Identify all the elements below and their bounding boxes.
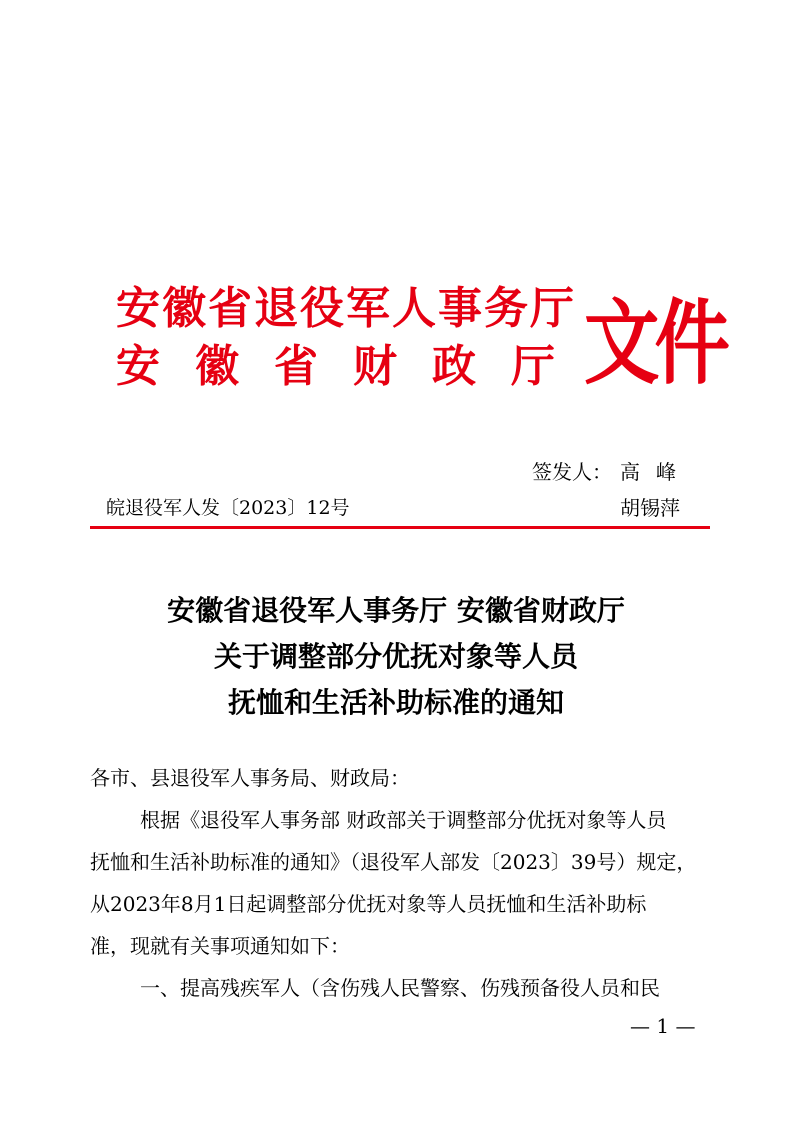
body-line: 一、提高残疾军人（含伤残人民警察、伤残预备役人员和民	[140, 976, 660, 1000]
page-number: — 1 —	[630, 1014, 696, 1038]
title-line-1: 安徽省退役军人事务厅 安徽省财政厅	[167, 594, 625, 627]
document-word: 文件	[584, 289, 726, 397]
signer-label: 签发人：	[532, 460, 612, 484]
body-line: 抚恤和生活补助标准的通知》（退役军人部发〔2023〕39号）规定，	[90, 850, 697, 874]
red-divider	[90, 526, 710, 529]
title-line-3: 抚恤和生活补助标准的通知	[227, 686, 564, 719]
body-line: 准，现就有关事项通知如下：	[90, 934, 350, 958]
signer-name-2: 胡锡萍	[620, 496, 680, 520]
document-number: 皖退役军人发〔2023〕12号	[106, 497, 350, 519]
salutation: 各市、县退役军人事务局、财政局：	[90, 766, 410, 790]
document-header	[116, 280, 726, 400]
body-line: 从2023年8月1日起调整部分优抚对象等人员抚恤和生活补助标	[90, 892, 647, 916]
issuer-line-1: 安徽省退役军人事务厅	[116, 283, 576, 334]
issuer-line-2: 安徽省财政厅	[116, 341, 590, 392]
body-line: 根据《退役军人事务部 财政部关于调整部分优抚对象等人员	[140, 808, 667, 832]
title-line-2: 关于调整部分优抚对象等人员	[213, 640, 578, 673]
signer-name-1: 高峰	[620, 460, 692, 484]
